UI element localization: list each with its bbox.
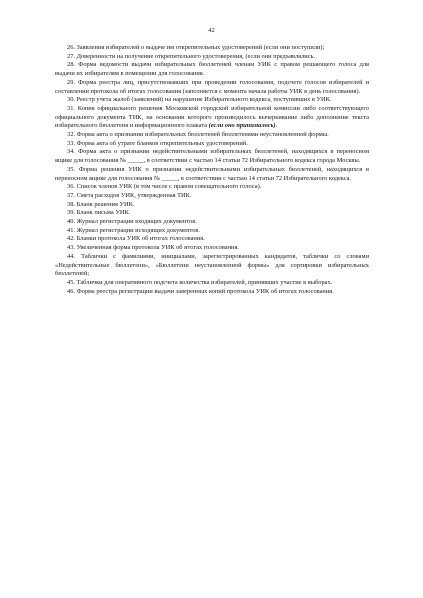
list-item: 30. Реестр учета жалоб (заявлений) на нарушение Избирательного кодекса, поступивших в УИК. [67, 96, 332, 104]
list-item: 35. Форма решения УИК о признании недействительными избирательных бюллетеней, находящихся в переносном ящике для голосования № _____, в соответствии с частью 14 статьи 72 Избирательного кодекса. [55, 165, 369, 182]
page-number: 42 [208, 27, 215, 34]
list-item: 42. Бланки протокола УИК об итогах голосования. [67, 235, 205, 243]
list-item: 31. Копия официального решения Московской городской избирательной комиссии либо соответствующего официального документа ТИК, на основании которого производилось вычеркивание либо дополнение текста избирательного бюллетеня и информационного плаката (если оно принималось). [55, 104, 369, 130]
list-item: 44. Таблички с фамилиями, инициалами, зарегистрированных кандидатов, таблички со словами «Недействительные бюллетени», «Бюллетени неустановленной формы» для сортировки избирательных бюллетеней; [55, 252, 369, 278]
list-item: 32. Форма акта о признании избирательных бюллетеней бюллетенями неустановленной формы. [67, 131, 329, 139]
list-item: 38. Бланк решения УИК. [67, 200, 135, 208]
list-item: 43. Увеличенная форма протокола УИК об итогах голосования. [67, 244, 240, 252]
list-item: 39. Бланк письма УИК. [67, 209, 131, 217]
list-item: 29. Форма реестра лиц, присутствовавших при проведении голосования, подсчете голосов избирателей и составлении протокола об итогах голосования (заполняется с момента начала работы УИК в день голосования). [55, 78, 369, 95]
list-item: 28. Форма ведомости выдачи избирательных бюллетеней членам УИК с правом решающего голоса для выдачи их избирателям в помещении для голосования. [55, 61, 369, 78]
list-item: 46. Форма реестра регистрации выдачи заверенных копий протокола УИК об итогах голосования. [67, 287, 334, 295]
document-body [55, 44, 369, 296]
list-item: 34. Форма акта о признании недействительными избирательных бюллетеней, находящихся в переносном ящике для голосования № _____, в соответствии с частью 14 статьи 72 Избирательного кодекса города Москвы. [55, 148, 369, 165]
list-item: 40. Журнал регистрации входящих документов. [67, 218, 197, 226]
list-item: 33. Форма акта об утрате бланков открепительных удостоверений. [67, 139, 248, 147]
list-item: 36. Список членов УИК (в том числе с правом совещательного голоса). [67, 183, 262, 191]
list-item: 26. Заявления избирателей о выдаче им открепительных удостоверений (если они поступили); [67, 44, 325, 51]
italic-note: (если оно принималось) [208, 122, 276, 130]
list-item: 37. Смета расходов УИК, утвержденная ТИК. [67, 191, 192, 199]
list-item: 41. Журнал регистрации исходящих документов. [67, 226, 201, 234]
list-item: 27. Доверенности на получение открепительного удостоверения, (если они предъявлялись. [67, 52, 316, 60]
list-item: 45. Таблички для оперативного подсчета количества избирателей, принявших участие в выборах. [67, 278, 333, 286]
